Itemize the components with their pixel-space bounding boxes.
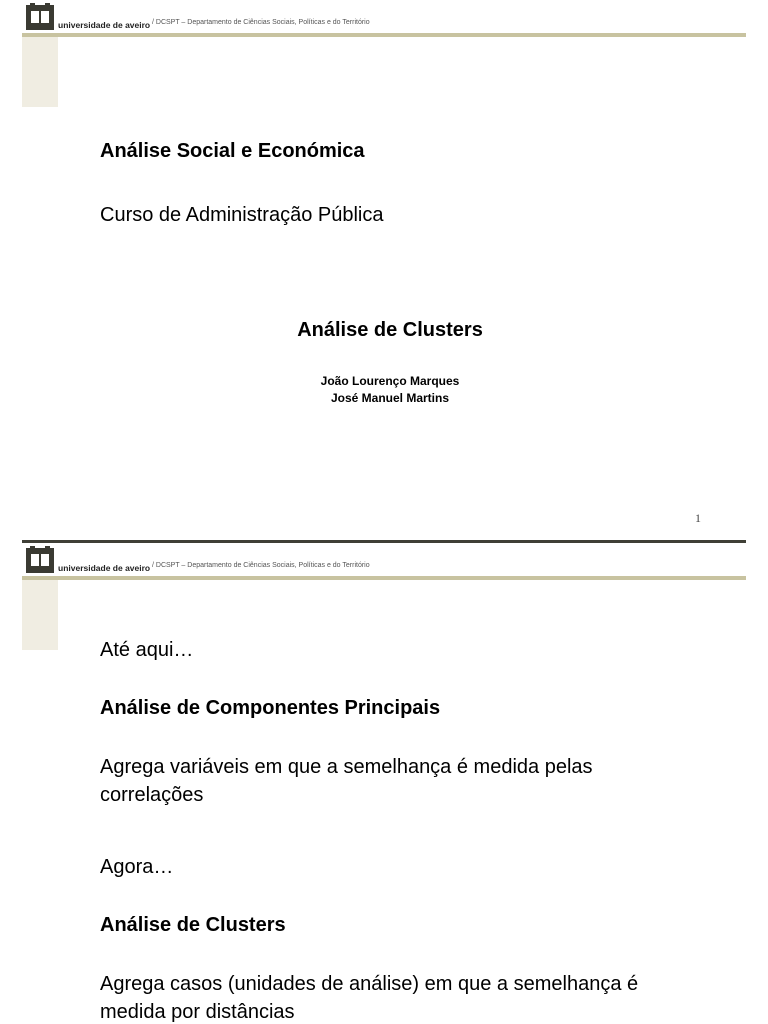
section-heading: Análise de Clusters xyxy=(100,914,286,936)
slide-2 xyxy=(0,543,768,1024)
section-description: Agrega variáveis em que a semelhança é medida pelas correlações xyxy=(100,756,593,806)
page-number: 1 xyxy=(695,511,701,525)
header-rule xyxy=(22,576,746,580)
section-heading: Análise de Componentes Principais xyxy=(100,697,441,719)
department-name: / DCSPT – Departamento de Ciências Sociais, Políticas e do Território xyxy=(152,19,370,26)
slide-header xyxy=(22,0,746,38)
slide-header xyxy=(22,543,746,581)
university-name: universidade de aveiro xyxy=(58,20,151,30)
side-block xyxy=(22,580,58,650)
university-logo-icon xyxy=(26,546,54,573)
presentation-title: Análise de Clusters xyxy=(297,319,483,341)
header-rule xyxy=(22,33,746,37)
university-name: universidade de aveiro xyxy=(58,563,151,573)
course-subject-title: Análise Social e Económica xyxy=(100,140,365,162)
intro-text: Até aqui… xyxy=(100,639,194,661)
section-description: Agrega casos (unidades de análise) em que a semelhança é medida por distâncias xyxy=(100,973,639,1023)
university-logo-icon xyxy=(26,3,54,30)
transition-text: Agora… xyxy=(100,856,174,878)
author-name: José Manuel Martins xyxy=(330,391,450,405)
author-name: João Lourenço Marques xyxy=(320,374,460,388)
side-block xyxy=(22,37,58,107)
course-name: Curso de Administração Pública xyxy=(100,204,384,226)
department-name: / DCSPT – Departamento de Ciências Sociais, Políticas e do Território xyxy=(152,562,370,569)
